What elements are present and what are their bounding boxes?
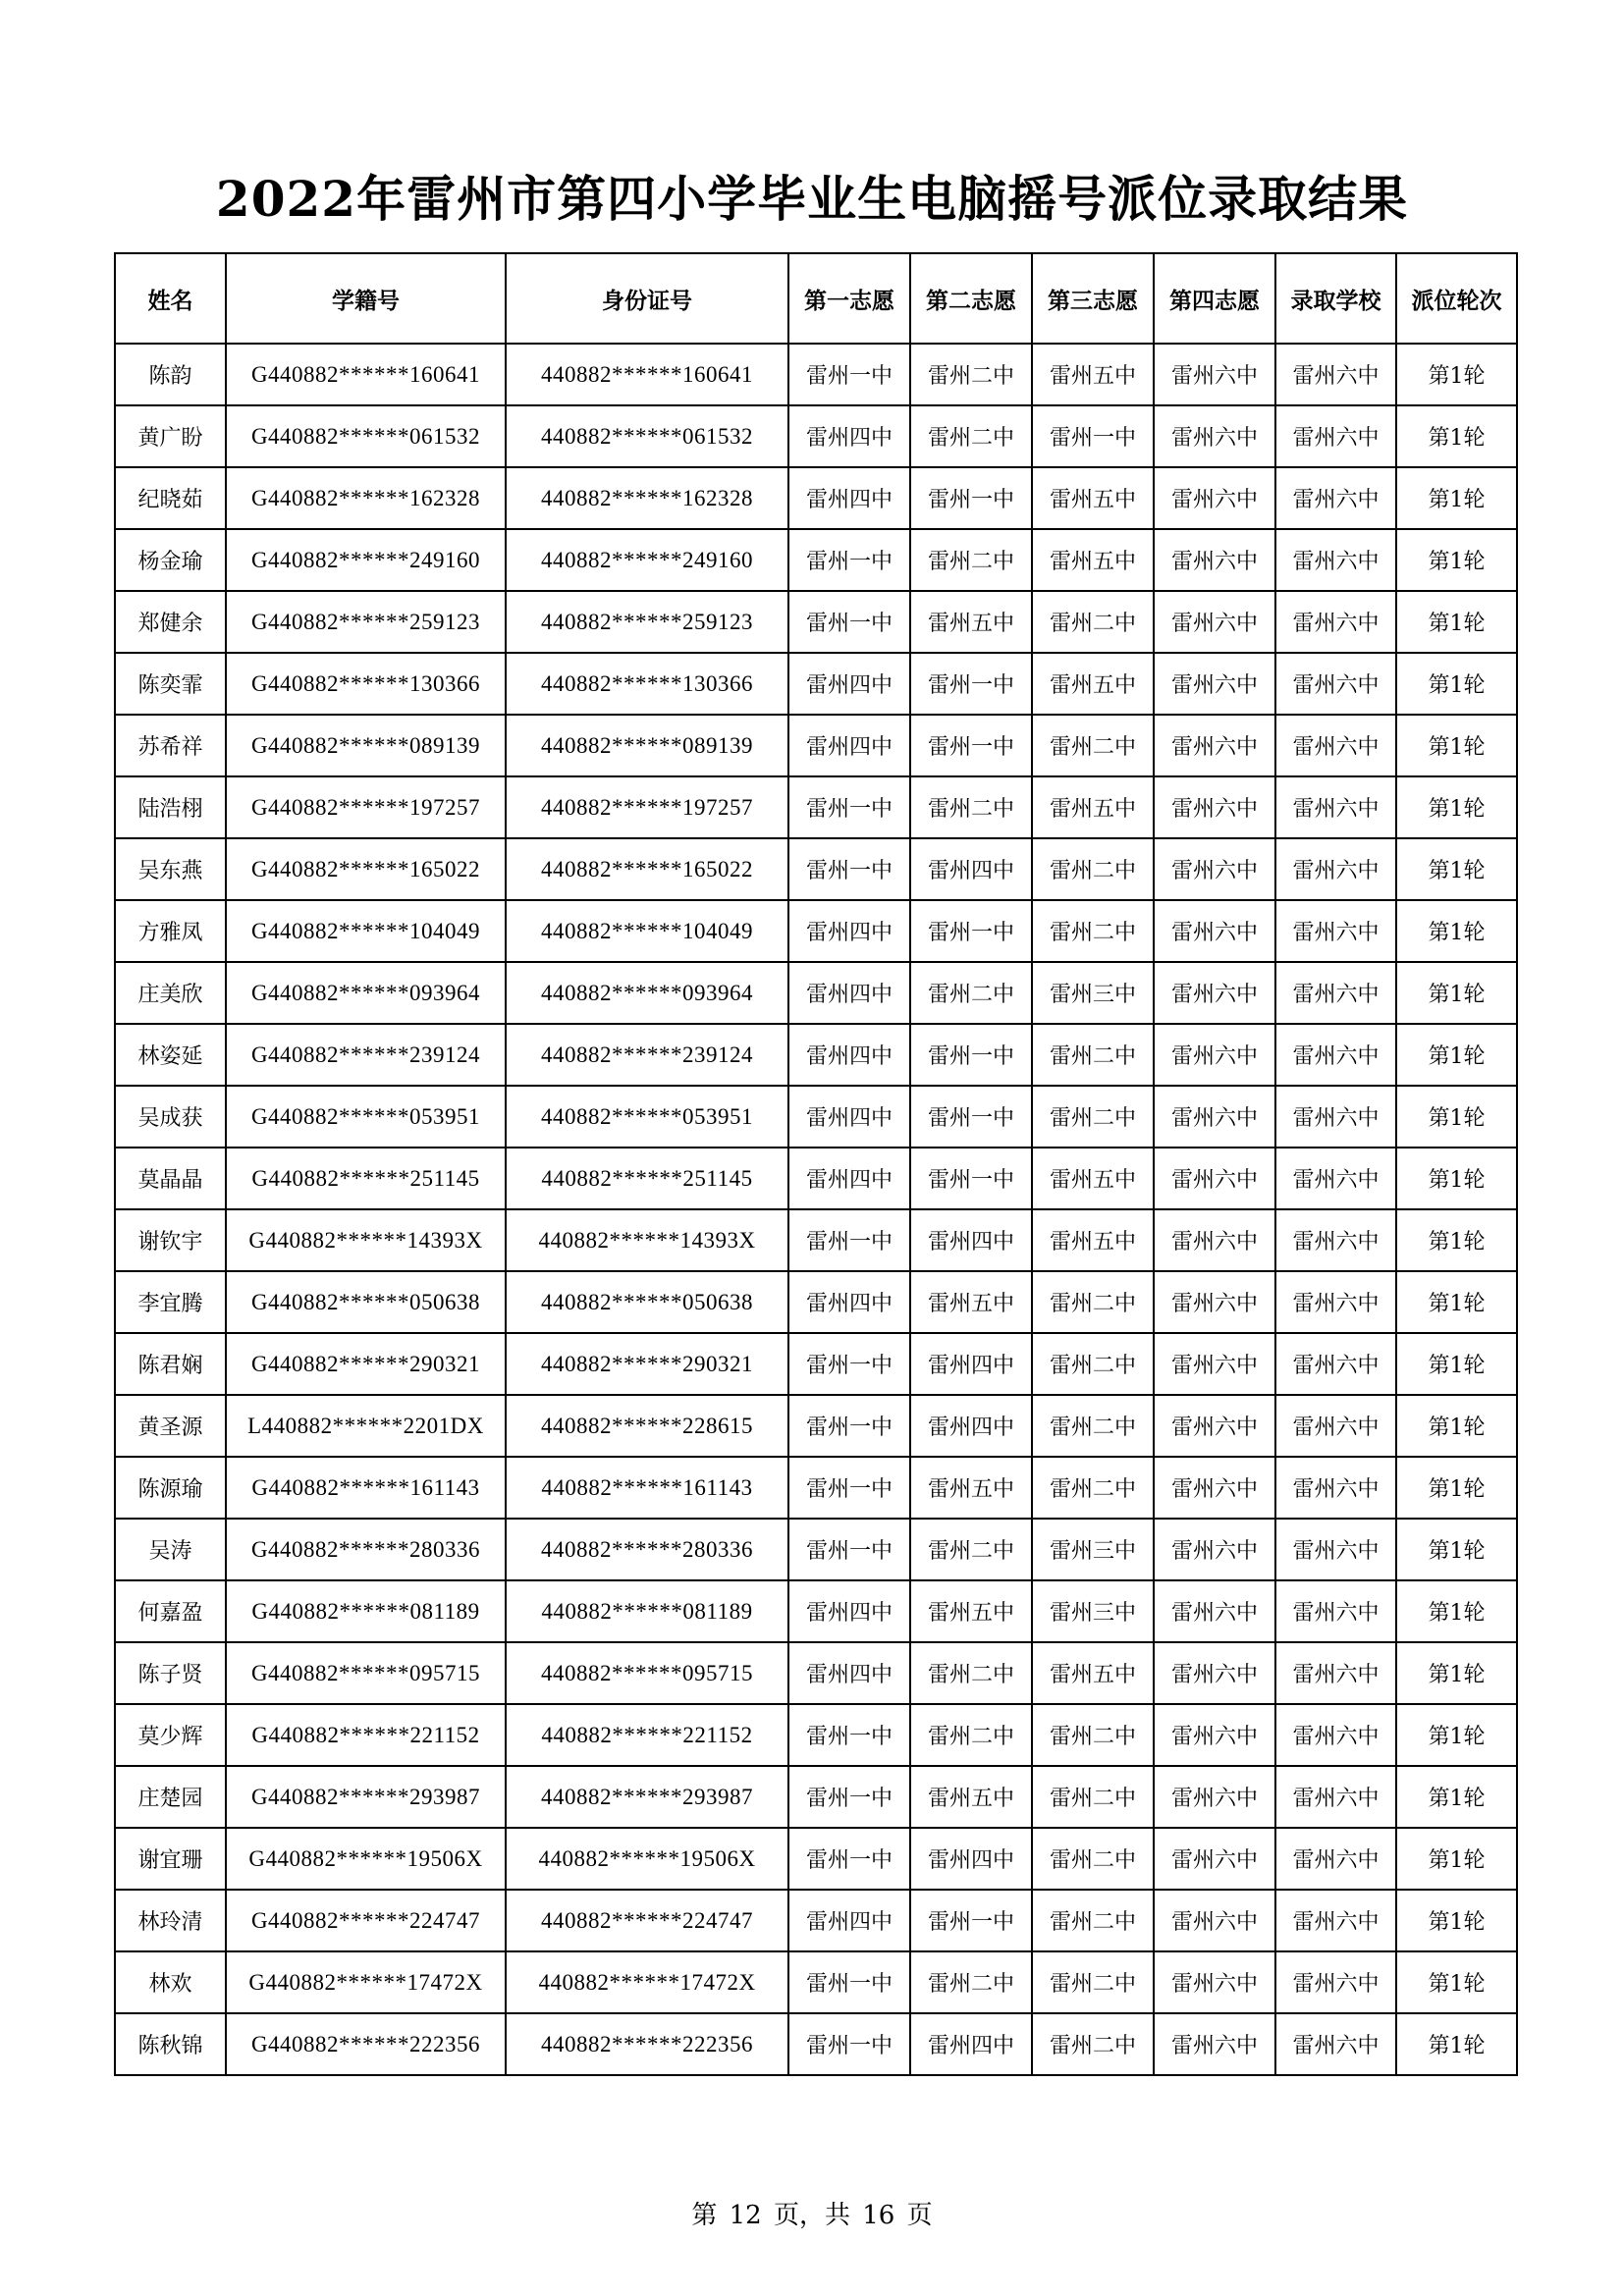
cell-choice-3: 雷州五中 — [1032, 467, 1154, 529]
cell-choice-2: 雷州一中 — [910, 1024, 1032, 1086]
cell-choice-2: 雷州五中 — [910, 591, 1032, 653]
cell-choice-1: 雷州一中 — [788, 1704, 910, 1766]
cell-round: 第1轮 — [1396, 1580, 1517, 1642]
cell-choice-3: 雷州五中 — [1032, 529, 1154, 591]
cell-choice-3: 雷州二中 — [1032, 1086, 1154, 1148]
header-choice-4: 第四志愿 — [1154, 253, 1275, 344]
cell-choice-1: 雷州四中 — [788, 405, 910, 467]
cell-admitted-school: 雷州六中 — [1275, 653, 1396, 715]
header-choice-2: 第二志愿 — [910, 253, 1032, 344]
cell-choice-4: 雷州六中 — [1154, 1271, 1275, 1333]
cell-student-id: G440882******14393X — [226, 1209, 506, 1271]
cell-student-name: 黄广盼 — [115, 405, 226, 467]
table-row — [115, 1148, 1517, 1209]
cell-choice-1: 雷州一中 — [788, 529, 910, 591]
cell-student-id: G440882******293987 — [226, 1766, 506, 1828]
cell-admitted-school: 雷州六中 — [1275, 467, 1396, 529]
cell-student-id: G440882******290321 — [226, 1333, 506, 1395]
cell-id-card: 440882******221152 — [506, 1704, 788, 1766]
cell-student-id: G440882******249160 — [226, 529, 506, 591]
table-body — [115, 344, 1517, 2075]
table-row — [115, 1333, 1517, 1395]
header-choice-1: 第一志愿 — [788, 253, 910, 344]
cell-choice-4: 雷州六中 — [1154, 776, 1275, 838]
cell-choice-1: 雷州四中 — [788, 962, 910, 1024]
header-admitted-school: 录取学校 — [1275, 253, 1396, 344]
cell-choice-4: 雷州六中 — [1154, 900, 1275, 962]
cell-student-id: G440882******19506X — [226, 1828, 506, 1890]
cell-choice-3: 雷州三中 — [1032, 1580, 1154, 1642]
table-row — [115, 591, 1517, 653]
cell-choice-2: 雷州二中 — [910, 529, 1032, 591]
table-row — [115, 962, 1517, 1024]
cell-choice-1: 雷州四中 — [788, 1271, 910, 1333]
cell-choice-2: 雷州四中 — [910, 2013, 1032, 2075]
cell-choice-1: 雷州四中 — [788, 467, 910, 529]
cell-round: 第1轮 — [1396, 1333, 1517, 1395]
cell-round: 第1轮 — [1396, 1828, 1517, 1890]
cell-student-name: 黄圣源 — [115, 1395, 226, 1457]
cell-round: 第1轮 — [1396, 591, 1517, 653]
cell-id-card: 440882******290321 — [506, 1333, 788, 1395]
cell-choice-4: 雷州六中 — [1154, 1148, 1275, 1209]
cell-choice-4: 雷州六中 — [1154, 1951, 1275, 2013]
cell-admitted-school: 雷州六中 — [1275, 1890, 1396, 1951]
cell-student-id: G440882******160641 — [226, 344, 506, 405]
cell-student-name: 纪晓茹 — [115, 467, 226, 529]
cell-round: 第1轮 — [1396, 1457, 1517, 1519]
cell-choice-4: 雷州六中 — [1154, 1519, 1275, 1580]
cell-student-id: G440882******221152 — [226, 1704, 506, 1766]
cell-choice-1: 雷州四中 — [788, 1642, 910, 1704]
cell-id-card: 440882******17472X — [506, 1951, 788, 2013]
cell-student-name: 杨金瑜 — [115, 529, 226, 591]
table-row — [115, 1890, 1517, 1951]
cell-student-id: G440882******093964 — [226, 962, 506, 1024]
cell-choice-1: 雷州四中 — [788, 1086, 910, 1148]
cell-choice-1: 雷州四中 — [788, 1148, 910, 1209]
cell-choice-4: 雷州六中 — [1154, 2013, 1275, 2075]
cell-student-name: 陆浩栩 — [115, 776, 226, 838]
cell-id-card: 440882******251145 — [506, 1148, 788, 1209]
header-id-card: 身份证号 — [506, 253, 788, 344]
cell-id-card: 440882******197257 — [506, 776, 788, 838]
cell-student-name: 陈君娴 — [115, 1333, 226, 1395]
cell-student-name: 陈韵 — [115, 344, 226, 405]
cell-choice-4: 雷州六中 — [1154, 1395, 1275, 1457]
cell-id-card: 440882******061532 — [506, 405, 788, 467]
cell-choice-1: 雷州一中 — [788, 1209, 910, 1271]
cell-admitted-school: 雷州六中 — [1275, 1580, 1396, 1642]
cell-round: 第1轮 — [1396, 776, 1517, 838]
cell-id-card: 440882******239124 — [506, 1024, 788, 1086]
cell-round: 第1轮 — [1396, 529, 1517, 591]
cell-round: 第1轮 — [1396, 405, 1517, 467]
cell-student-id: G440882******259123 — [226, 591, 506, 653]
cell-choice-2: 雷州二中 — [910, 1951, 1032, 2013]
cell-student-id: G440882******053951 — [226, 1086, 506, 1148]
table-row — [115, 715, 1517, 776]
cell-choice-1: 雷州一中 — [788, 591, 910, 653]
cell-round: 第1轮 — [1396, 1704, 1517, 1766]
cell-choice-1: 雷州四中 — [788, 1024, 910, 1086]
cell-choice-1: 雷州四中 — [788, 653, 910, 715]
cell-round: 第1轮 — [1396, 1024, 1517, 1086]
cell-student-id: G440882******095715 — [226, 1642, 506, 1704]
cell-choice-3: 雷州二中 — [1032, 715, 1154, 776]
cell-choice-3: 雷州三中 — [1032, 962, 1154, 1024]
cell-choice-4: 雷州六中 — [1154, 1704, 1275, 1766]
cell-student-name: 莫少辉 — [115, 1704, 226, 1766]
cell-admitted-school: 雷州六中 — [1275, 1766, 1396, 1828]
table-row — [115, 1828, 1517, 1890]
cell-student-id: G440882******061532 — [226, 405, 506, 467]
cell-admitted-school: 雷州六中 — [1275, 1395, 1396, 1457]
cell-id-card: 440882******050638 — [506, 1271, 788, 1333]
cell-choice-3: 雷州二中 — [1032, 838, 1154, 900]
cell-choice-2: 雷州四中 — [910, 1333, 1032, 1395]
cell-choice-3: 雷州二中 — [1032, 900, 1154, 962]
cell-round: 第1轮 — [1396, 467, 1517, 529]
cell-student-name: 林欢 — [115, 1951, 226, 2013]
header-student-id: 学籍号 — [226, 253, 506, 344]
cell-id-card: 440882******095715 — [506, 1642, 788, 1704]
cell-choice-2: 雷州二中 — [910, 1642, 1032, 1704]
cell-choice-1: 雷州一中 — [788, 1766, 910, 1828]
cell-choice-2: 雷州一中 — [910, 900, 1032, 962]
cell-student-name: 李宜腾 — [115, 1271, 226, 1333]
cell-student-name: 陈秋锦 — [115, 2013, 226, 2075]
cell-student-name: 谢宜珊 — [115, 1828, 226, 1890]
cell-id-card: 440882******093964 — [506, 962, 788, 1024]
cell-choice-2: 雷州四中 — [910, 1828, 1032, 1890]
table-row — [115, 2013, 1517, 2075]
cell-choice-4: 雷州六中 — [1154, 962, 1275, 1024]
cell-choice-1: 雷州一中 — [788, 1395, 910, 1457]
page-footer: 第 12 页，共 16 页 — [691, 2201, 933, 2230]
cell-student-name: 林玲清 — [115, 1890, 226, 1951]
cell-choice-4: 雷州六中 — [1154, 1580, 1275, 1642]
cell-student-name: 陈奕霏 — [115, 653, 226, 715]
cell-admitted-school: 雷州六中 — [1275, 1704, 1396, 1766]
cell-admitted-school: 雷州六中 — [1275, 715, 1396, 776]
cell-round: 第1轮 — [1396, 1890, 1517, 1951]
cell-choice-4: 雷州六中 — [1154, 715, 1275, 776]
cell-choice-4: 雷州六中 — [1154, 405, 1275, 467]
cell-choice-2: 雷州五中 — [910, 1271, 1032, 1333]
cell-round: 第1轮 — [1396, 900, 1517, 962]
table-header-row — [115, 253, 1517, 344]
cell-choice-3: 雷州五中 — [1032, 653, 1154, 715]
cell-choice-3: 雷州二中 — [1032, 2013, 1154, 2075]
cell-choice-1: 雷州一中 — [788, 1828, 910, 1890]
cell-round: 第1轮 — [1396, 2013, 1517, 2075]
cell-student-id: G440882******165022 — [226, 838, 506, 900]
cell-choice-4: 雷州六中 — [1154, 467, 1275, 529]
cell-student-id: G440882******161143 — [226, 1457, 506, 1519]
cell-choice-3: 雷州五中 — [1032, 776, 1154, 838]
cell-choice-1: 雷州四中 — [788, 900, 910, 962]
cell-choice-4: 雷州六中 — [1154, 1890, 1275, 1951]
cell-id-card: 440882******162328 — [506, 467, 788, 529]
cell-round: 第1轮 — [1396, 1148, 1517, 1209]
table-row — [115, 1766, 1517, 1828]
cell-round: 第1轮 — [1396, 1209, 1517, 1271]
cell-choice-2: 雷州四中 — [910, 1395, 1032, 1457]
cell-choice-3: 雷州二中 — [1032, 1704, 1154, 1766]
cell-id-card: 440882******160641 — [506, 344, 788, 405]
cell-choice-1: 雷州四中 — [788, 1890, 910, 1951]
table-row — [115, 838, 1517, 900]
cell-choice-4: 雷州六中 — [1154, 1642, 1275, 1704]
cell-choice-3: 雷州二中 — [1032, 1766, 1154, 1828]
cell-student-id: G440882******239124 — [226, 1024, 506, 1086]
cell-choice-2: 雷州五中 — [910, 1766, 1032, 1828]
cell-admitted-school: 雷州六中 — [1275, 591, 1396, 653]
cell-choice-3: 雷州五中 — [1032, 1209, 1154, 1271]
table-row — [115, 776, 1517, 838]
cell-choice-3: 雷州二中 — [1032, 1395, 1154, 1457]
table-row — [115, 529, 1517, 591]
cell-choice-3: 雷州二中 — [1032, 1828, 1154, 1890]
cell-round: 第1轮 — [1396, 1642, 1517, 1704]
cell-choice-4: 雷州六中 — [1154, 1333, 1275, 1395]
cell-choice-2: 雷州二中 — [910, 1519, 1032, 1580]
cell-choice-2: 雷州一中 — [910, 653, 1032, 715]
cell-id-card: 440882******053951 — [506, 1086, 788, 1148]
cell-choice-2: 雷州五中 — [910, 1457, 1032, 1519]
cell-choice-1: 雷州一中 — [788, 838, 910, 900]
cell-admitted-school: 雷州六中 — [1275, 529, 1396, 591]
cell-choice-4: 雷州六中 — [1154, 1024, 1275, 1086]
cell-choice-2: 雷州一中 — [910, 1148, 1032, 1209]
cell-choice-2: 雷州四中 — [910, 838, 1032, 900]
cell-student-name: 方雅凤 — [115, 900, 226, 962]
table-row — [115, 900, 1517, 962]
cell-admitted-school: 雷州六中 — [1275, 900, 1396, 962]
cell-student-id: G440882******222356 — [226, 2013, 506, 2075]
table-row — [115, 1704, 1517, 1766]
cell-choice-4: 雷州六中 — [1154, 344, 1275, 405]
cell-choice-3: 雷州二中 — [1032, 1024, 1154, 1086]
cell-choice-3: 雷州二中 — [1032, 1271, 1154, 1333]
cell-choice-1: 雷州一中 — [788, 2013, 910, 2075]
cell-choice-3: 雷州二中 — [1032, 1951, 1154, 2013]
cell-student-id: L440882******2201DX — [226, 1395, 506, 1457]
cell-choice-3: 雷州五中 — [1032, 1642, 1154, 1704]
cell-id-card: 440882******165022 — [506, 838, 788, 900]
cell-student-name: 庄楚园 — [115, 1766, 226, 1828]
cell-choice-1: 雷州一中 — [788, 1457, 910, 1519]
cell-choice-1: 雷州一中 — [788, 344, 910, 405]
cell-round: 第1轮 — [1396, 344, 1517, 405]
cell-choice-1: 雷州一中 — [788, 1519, 910, 1580]
cell-admitted-school: 雷州六中 — [1275, 344, 1396, 405]
cell-choice-2: 雷州一中 — [910, 715, 1032, 776]
cell-choice-3: 雷州二中 — [1032, 1457, 1154, 1519]
cell-choice-1: 雷州四中 — [788, 1580, 910, 1642]
header-round: 派位轮次 — [1396, 253, 1517, 344]
table-row — [115, 405, 1517, 467]
cell-student-name: 陈子贤 — [115, 1642, 226, 1704]
cell-admitted-school: 雷州六中 — [1275, 1519, 1396, 1580]
cell-id-card: 440882******249160 — [506, 529, 788, 591]
cell-round: 第1轮 — [1396, 838, 1517, 900]
cell-choice-2: 雷州一中 — [910, 467, 1032, 529]
cell-round: 第1轮 — [1396, 1519, 1517, 1580]
cell-student-id: G440882******280336 — [226, 1519, 506, 1580]
cell-admitted-school: 雷州六中 — [1275, 1209, 1396, 1271]
cell-choice-4: 雷州六中 — [1154, 529, 1275, 591]
cell-id-card: 440882******293987 — [506, 1766, 788, 1828]
cell-id-card: 440882******259123 — [506, 591, 788, 653]
table-row — [115, 1580, 1517, 1642]
table-row — [115, 1951, 1517, 2013]
cell-admitted-school: 雷州六中 — [1275, 1148, 1396, 1209]
cell-choice-2: 雷州二中 — [910, 1704, 1032, 1766]
cell-choice-4: 雷州六中 — [1154, 591, 1275, 653]
cell-student-id: G440882******089139 — [226, 715, 506, 776]
cell-admitted-school: 雷州六中 — [1275, 776, 1396, 838]
header-choice-3: 第三志愿 — [1032, 253, 1154, 344]
cell-admitted-school: 雷州六中 — [1275, 1024, 1396, 1086]
cell-choice-2: 雷州二中 — [910, 962, 1032, 1024]
cell-choice-3: 雷州二中 — [1032, 591, 1154, 653]
cell-choice-4: 雷州六中 — [1154, 1086, 1275, 1148]
cell-id-card: 440882******222356 — [506, 2013, 788, 2075]
cell-admitted-school: 雷州六中 — [1275, 962, 1396, 1024]
cell-student-name: 莫晶晶 — [115, 1148, 226, 1209]
cell-choice-2: 雷州一中 — [910, 1086, 1032, 1148]
cell-round: 第1轮 — [1396, 1395, 1517, 1457]
cell-student-id: G440882******17472X — [226, 1951, 506, 2013]
cell-choice-3: 雷州三中 — [1032, 1519, 1154, 1580]
table-row — [115, 1209, 1517, 1271]
cell-choice-1: 雷州一中 — [788, 1333, 910, 1395]
cell-student-id: G440882******050638 — [226, 1271, 506, 1333]
table-row — [115, 1086, 1517, 1148]
cell-student-id: G440882******224747 — [226, 1890, 506, 1951]
cell-id-card: 440882******19506X — [506, 1828, 788, 1890]
cell-id-card: 440882******224747 — [506, 1890, 788, 1951]
cell-student-id: G440882******104049 — [226, 900, 506, 962]
cell-admitted-school: 雷州六中 — [1275, 1333, 1396, 1395]
cell-admitted-school: 雷州六中 — [1275, 1951, 1396, 2013]
table-row — [115, 1457, 1517, 1519]
cell-student-name: 林姿延 — [115, 1024, 226, 1086]
cell-student-name: 苏希祥 — [115, 715, 226, 776]
header-name: 姓名 — [115, 253, 226, 344]
cell-choice-2: 雷州一中 — [910, 1890, 1032, 1951]
cell-student-name: 吴东燕 — [115, 838, 226, 900]
cell-student-name: 谢钦宇 — [115, 1209, 226, 1271]
table-row — [115, 1271, 1517, 1333]
cell-id-card: 440882******104049 — [506, 900, 788, 962]
cell-round: 第1轮 — [1396, 653, 1517, 715]
cell-round: 第1轮 — [1396, 715, 1517, 776]
cell-admitted-school: 雷州六中 — [1275, 1086, 1396, 1148]
cell-student-id: G440882******130366 — [226, 653, 506, 715]
cell-admitted-school: 雷州六中 — [1275, 1271, 1396, 1333]
table-row — [115, 344, 1517, 405]
cell-choice-1: 雷州一中 — [788, 1951, 910, 2013]
cell-id-card: 440882******130366 — [506, 653, 788, 715]
cell-choice-2: 雷州二中 — [910, 776, 1032, 838]
cell-choice-4: 雷州六中 — [1154, 838, 1275, 900]
cell-round: 第1轮 — [1396, 1271, 1517, 1333]
table-row — [115, 653, 1517, 715]
cell-choice-2: 雷州二中 — [910, 344, 1032, 405]
cell-admitted-school: 雷州六中 — [1275, 838, 1396, 900]
cell-id-card: 440882******081189 — [506, 1580, 788, 1642]
cell-round: 第1轮 — [1396, 1951, 1517, 2013]
cell-choice-3: 雷州一中 — [1032, 405, 1154, 467]
cell-choice-3: 雷州五中 — [1032, 344, 1154, 405]
cell-id-card: 440882******280336 — [506, 1519, 788, 1580]
cell-choice-4: 雷州六中 — [1154, 1828, 1275, 1890]
cell-choice-4: 雷州六中 — [1154, 1766, 1275, 1828]
cell-round: 第1轮 — [1396, 1766, 1517, 1828]
cell-choice-3: 雷州二中 — [1032, 1890, 1154, 1951]
cell-student-name: 陈源瑜 — [115, 1457, 226, 1519]
table-row — [115, 467, 1517, 529]
cell-id-card: 440882******14393X — [506, 1209, 788, 1271]
cell-student-id: G440882******197257 — [226, 776, 506, 838]
table-row — [115, 1395, 1517, 1457]
cell-choice-1: 雷州一中 — [788, 776, 910, 838]
cell-admitted-school: 雷州六中 — [1275, 1457, 1396, 1519]
table-row — [115, 1642, 1517, 1704]
cell-student-name: 吴成获 — [115, 1086, 226, 1148]
cell-student-name: 何嘉盈 — [115, 1580, 226, 1642]
cell-student-name: 庄美欣 — [115, 962, 226, 1024]
cell-id-card: 440882******089139 — [506, 715, 788, 776]
cell-choice-4: 雷州六中 — [1154, 653, 1275, 715]
cell-id-card: 440882******161143 — [506, 1457, 788, 1519]
table-row — [115, 1519, 1517, 1580]
cell-choice-3: 雷州二中 — [1032, 1333, 1154, 1395]
cell-student-id: G440882******251145 — [226, 1148, 506, 1209]
document-title: 2022年雷州市第四小学毕业生电脑摇号派位录取结果 — [215, 170, 1409, 228]
cell-choice-2: 雷州五中 — [910, 1580, 1032, 1642]
cell-admitted-school: 雷州六中 — [1275, 1828, 1396, 1890]
cell-id-card: 440882******228615 — [506, 1395, 788, 1457]
cell-round: 第1轮 — [1396, 1086, 1517, 1148]
cell-admitted-school: 雷州六中 — [1275, 405, 1396, 467]
admission-results-table — [114, 252, 1518, 2076]
cell-choice-1: 雷州四中 — [788, 715, 910, 776]
cell-student-id: G440882******162328 — [226, 467, 506, 529]
cell-student-id: G440882******081189 — [226, 1580, 506, 1642]
cell-round: 第1轮 — [1396, 962, 1517, 1024]
cell-choice-4: 雷州六中 — [1154, 1457, 1275, 1519]
cell-student-name: 郑健余 — [115, 591, 226, 653]
cell-admitted-school: 雷州六中 — [1275, 1642, 1396, 1704]
cell-choice-3: 雷州五中 — [1032, 1148, 1154, 1209]
cell-admitted-school: 雷州六中 — [1275, 2013, 1396, 2075]
cell-choice-4: 雷州六中 — [1154, 1209, 1275, 1271]
cell-choice-2: 雷州二中 — [910, 405, 1032, 467]
cell-student-name: 吴涛 — [115, 1519, 226, 1580]
table-row — [115, 1024, 1517, 1086]
cell-choice-2: 雷州四中 — [910, 1209, 1032, 1271]
